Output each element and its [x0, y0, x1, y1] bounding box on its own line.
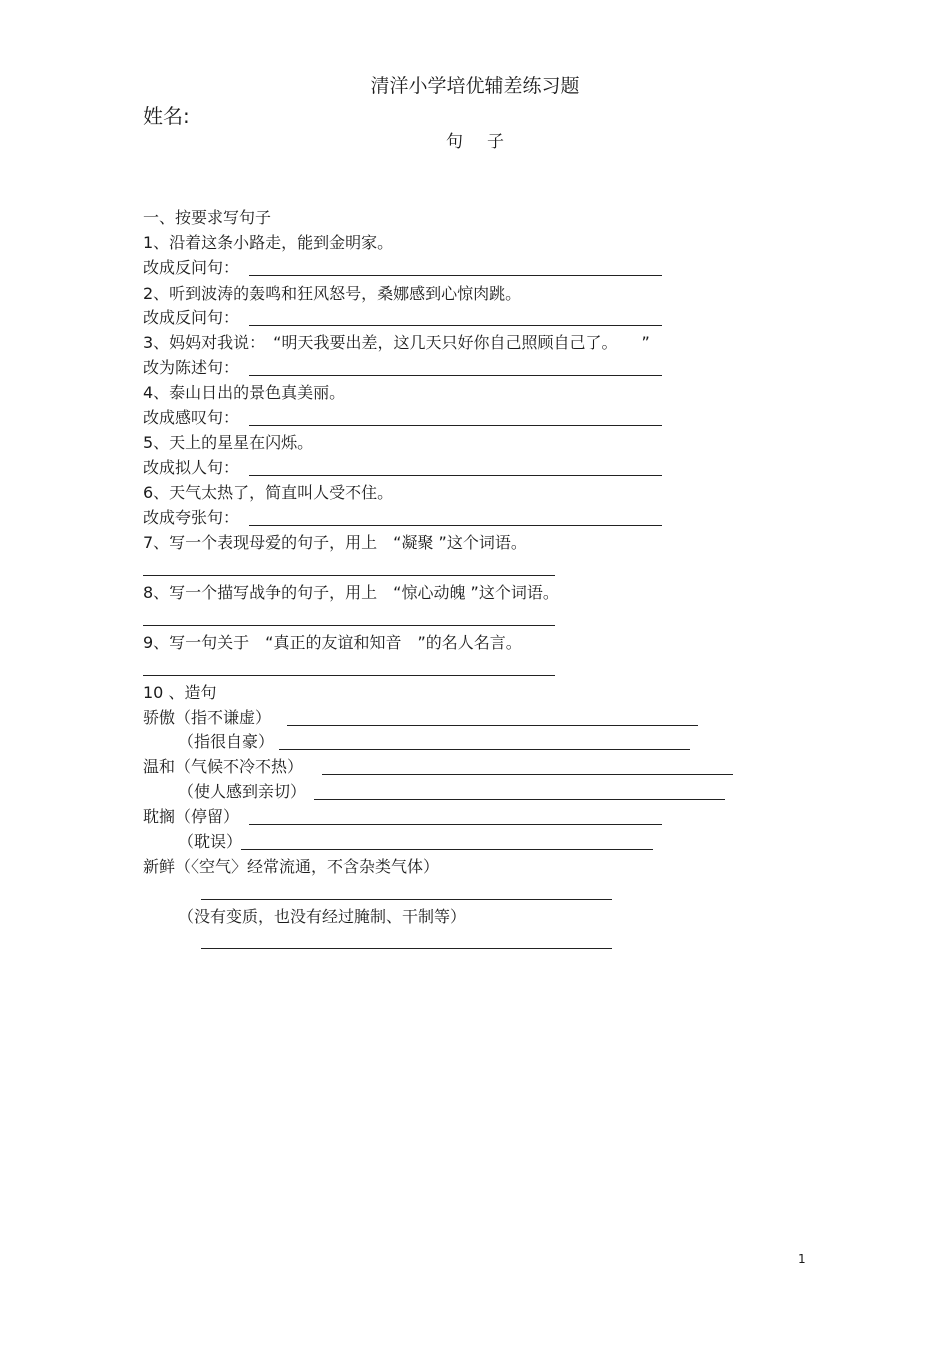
word-wenhe-2: （使人感到亲切） [178, 782, 307, 801]
prompt-2: 改成反问句： [143, 308, 240, 327]
answer-line-8[interactable] [143, 625, 555, 626]
word-dange-2: （耽误） [178, 832, 243, 851]
prompt-5: 改成拟人句： [143, 458, 240, 477]
question-6: 6、天气太热了，简直叫人受不住。 [143, 483, 394, 502]
answer-line-7[interactable] [143, 575, 555, 576]
answer-line-1[interactable] [249, 275, 662, 276]
prompt-4: 改成感叹句： [143, 408, 240, 427]
word-wenhe-1: 温和（气候不冷不热） [143, 757, 304, 776]
prompt-1: 改成反问句： [143, 258, 240, 277]
question-1: 1、沿着这条小路走，能到金明家。 [143, 233, 394, 252]
answer-line-2[interactable] [249, 325, 662, 326]
sentence-line-8[interactable] [201, 948, 612, 949]
answer-line-4[interactable] [249, 425, 662, 426]
answer-line-6[interactable] [249, 525, 662, 526]
question-9: 9、写一句关于 “真正的友谊和知音 ”的名人名言。 [143, 633, 522, 652]
answer-line-3[interactable] [249, 375, 662, 376]
page-title: 清洋小学培优辅差练习题 [370, 75, 580, 97]
question-7: 7、写一个表现母爱的句子，用上 “凝聚 ”这个词语。 [143, 533, 527, 552]
page-number: 1 [798, 1252, 806, 1266]
word-jiaoao-1: 骄傲（指不谦虚） [143, 708, 272, 727]
sentence-line-2[interactable] [279, 749, 690, 750]
word-dange-1: 耽搁（停留） [143, 807, 240, 826]
section-heading: 一、按要求写句子 [143, 208, 272, 227]
word-xinxian-1: 新鲜（〈空气〉经常流通，不含杂类气体） [143, 857, 440, 876]
word-jiaoao-2: （指很自豪） [178, 732, 275, 751]
page-subtitle: 句子 [446, 132, 528, 152]
name-label: 姓名: [143, 104, 190, 128]
sentence-line-3[interactable] [322, 774, 733, 775]
prompt-6: 改成夸张句： [143, 508, 240, 527]
question-5: 5、天上的星星在闪烁。 [143, 433, 314, 452]
sentence-line-5[interactable] [249, 824, 662, 825]
prompt-3: 改为陈述句： [143, 358, 240, 377]
sentence-line-7[interactable] [201, 899, 612, 900]
question-8: 8、写一个描写战争的句子，用上 “惊心动魄 ”这个词语。 [143, 583, 559, 602]
make-sentence-heading: 10 、造句 [143, 683, 217, 702]
word-xinxian-2: （没有变质，也没有经过腌制、干制等） [178, 907, 467, 926]
question-4: 4、泰山日出的景色真美丽。 [143, 383, 346, 402]
answer-line-5[interactable] [249, 475, 662, 476]
question-2: 2、听到波涛的轰鸣和狂风怒号，桑娜感到心惊肉跳。 [143, 284, 522, 303]
answer-line-9[interactable] [143, 675, 555, 676]
sentence-line-1[interactable] [287, 725, 698, 726]
sentence-line-4[interactable] [314, 799, 725, 800]
sentence-line-6[interactable] [241, 849, 653, 850]
question-3: 3、妈妈对我说： “明天我要出差，这几天只好你自己照顾自己了。 ” [143, 333, 650, 352]
